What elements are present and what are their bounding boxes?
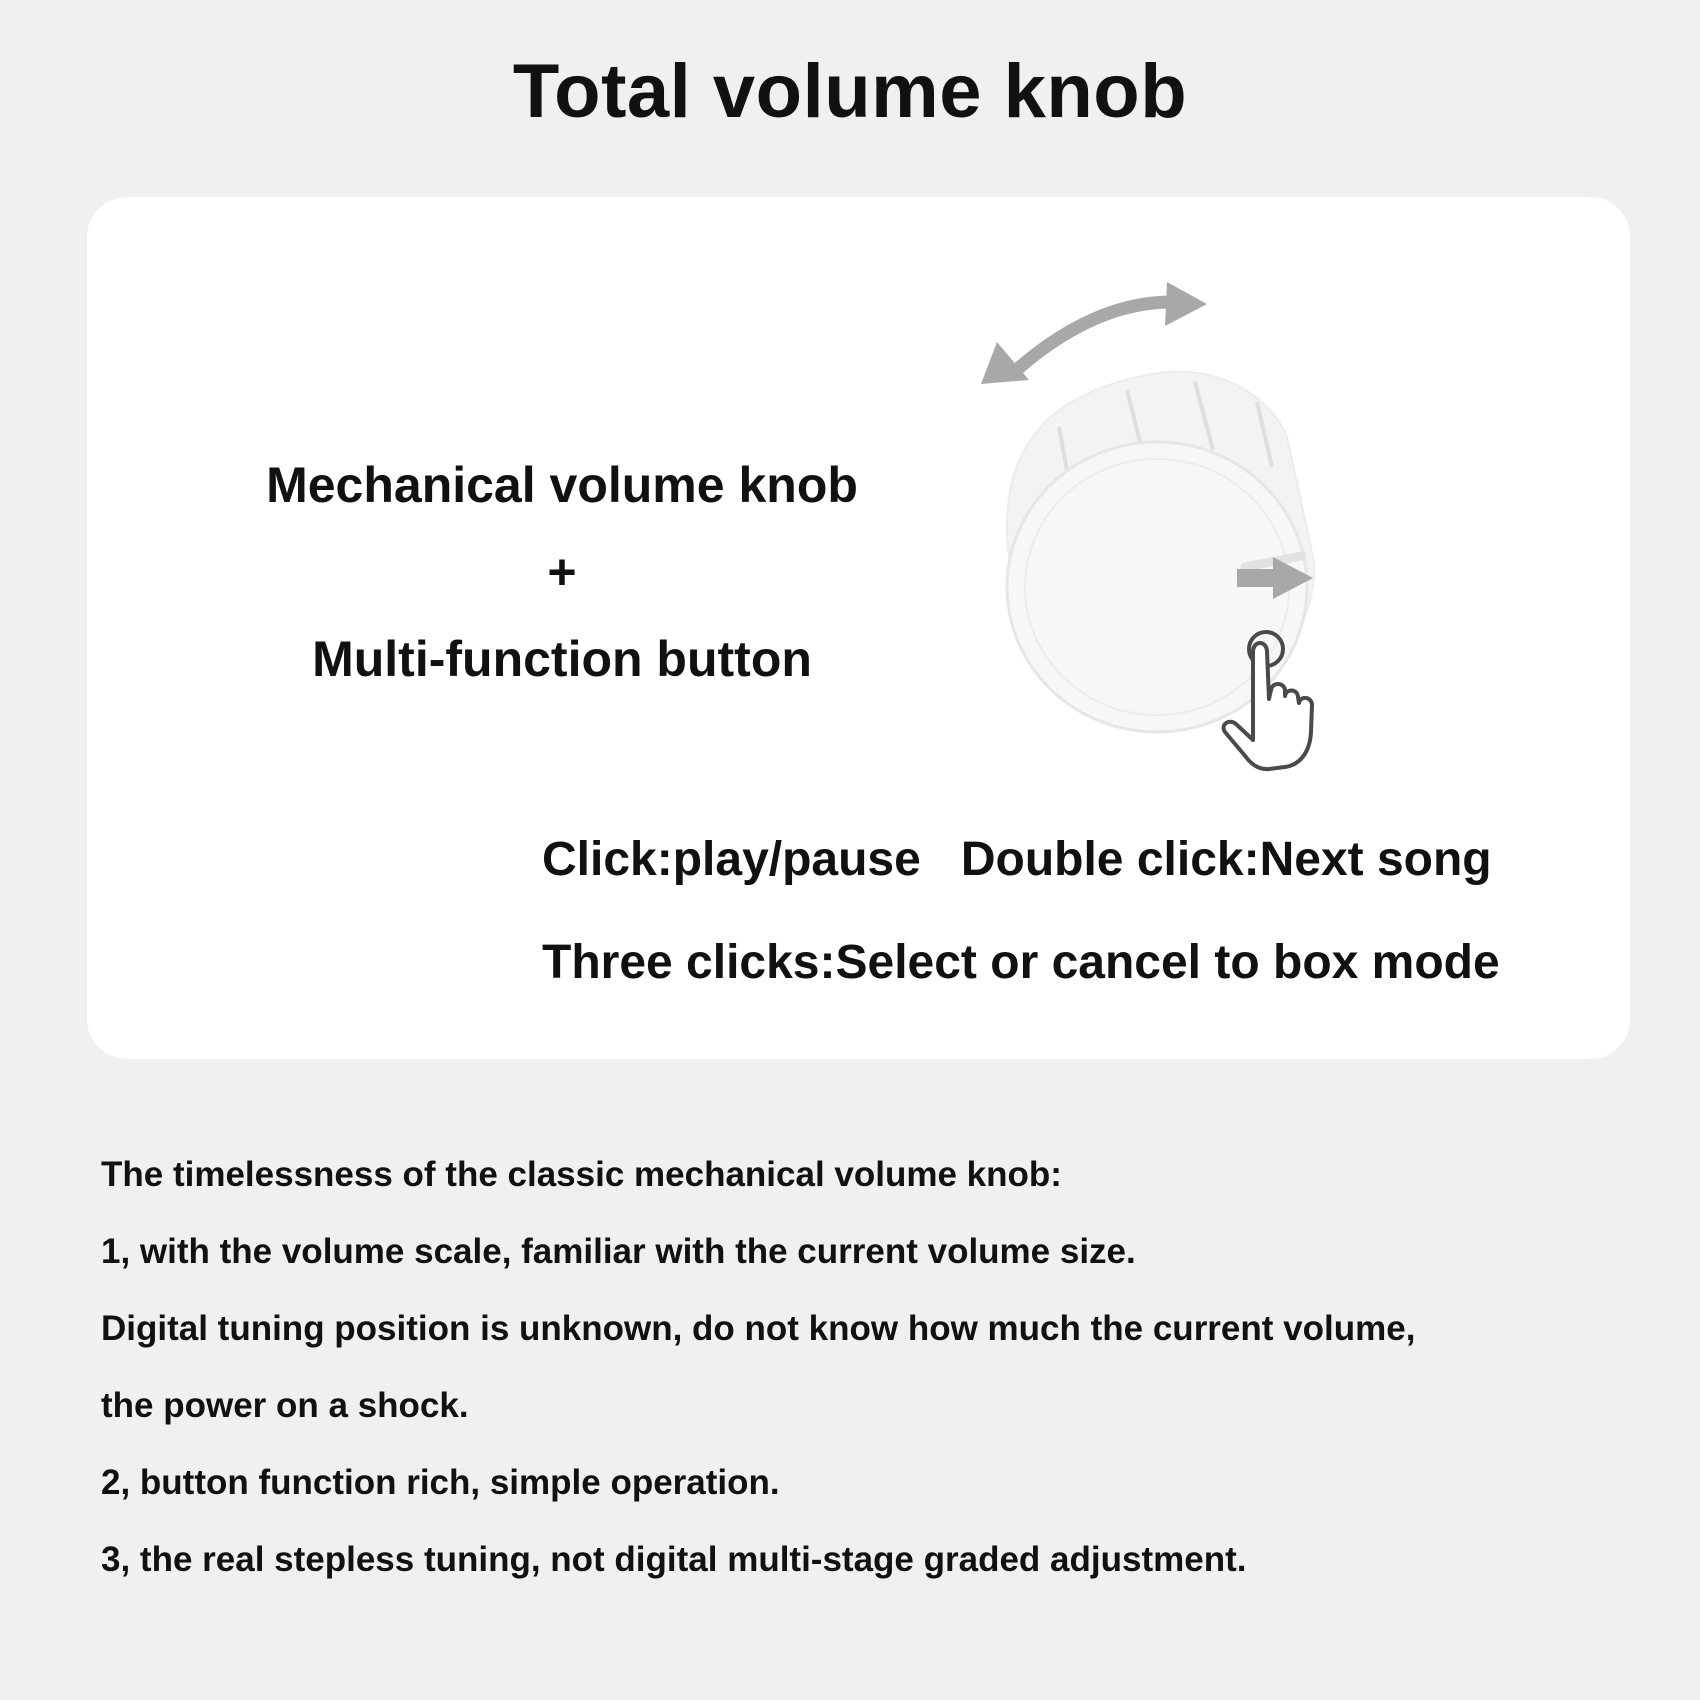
- rotate-arrow-icon: [981, 282, 1207, 384]
- three-clicks-function-label: Three clicks:Select or cancel to box mode: [542, 936, 1500, 989]
- feature-line-knob: Mechanical volume knob: [266, 457, 858, 513]
- description-line: Digital tuning position is unknown, do not know how much the current volume,: [101, 1309, 1416, 1348]
- description-line: 1, with the volume scale, familiar with the current volume size.: [101, 1232, 1136, 1271]
- knob-illustration: [967, 262, 1427, 902]
- feature-line-button: Multi-function button: [312, 631, 812, 687]
- feature-card: [87, 197, 1630, 1059]
- click-function-label: Click:play/pause: [542, 833, 921, 886]
- feature-summary: [162, 442, 962, 703]
- click-functions: [542, 832, 1492, 887]
- description: [101, 1151, 1641, 1613]
- description-line: 2, button function rich, simple operation.: [101, 1463, 780, 1502]
- description-heading: The timelessness of the classic mechanical volume knob:: [101, 1155, 1062, 1194]
- feature-line-plus: +: [547, 544, 577, 600]
- page-title: Total volume knob: [512, 49, 1188, 134]
- description-line: the power on a shock.: [101, 1386, 469, 1425]
- description-line: 3, the real stepless tuning, not digital multi-stage graded adjustment.: [101, 1540, 1247, 1579]
- double-click-function-label: Double click:Next song: [960, 833, 1492, 886]
